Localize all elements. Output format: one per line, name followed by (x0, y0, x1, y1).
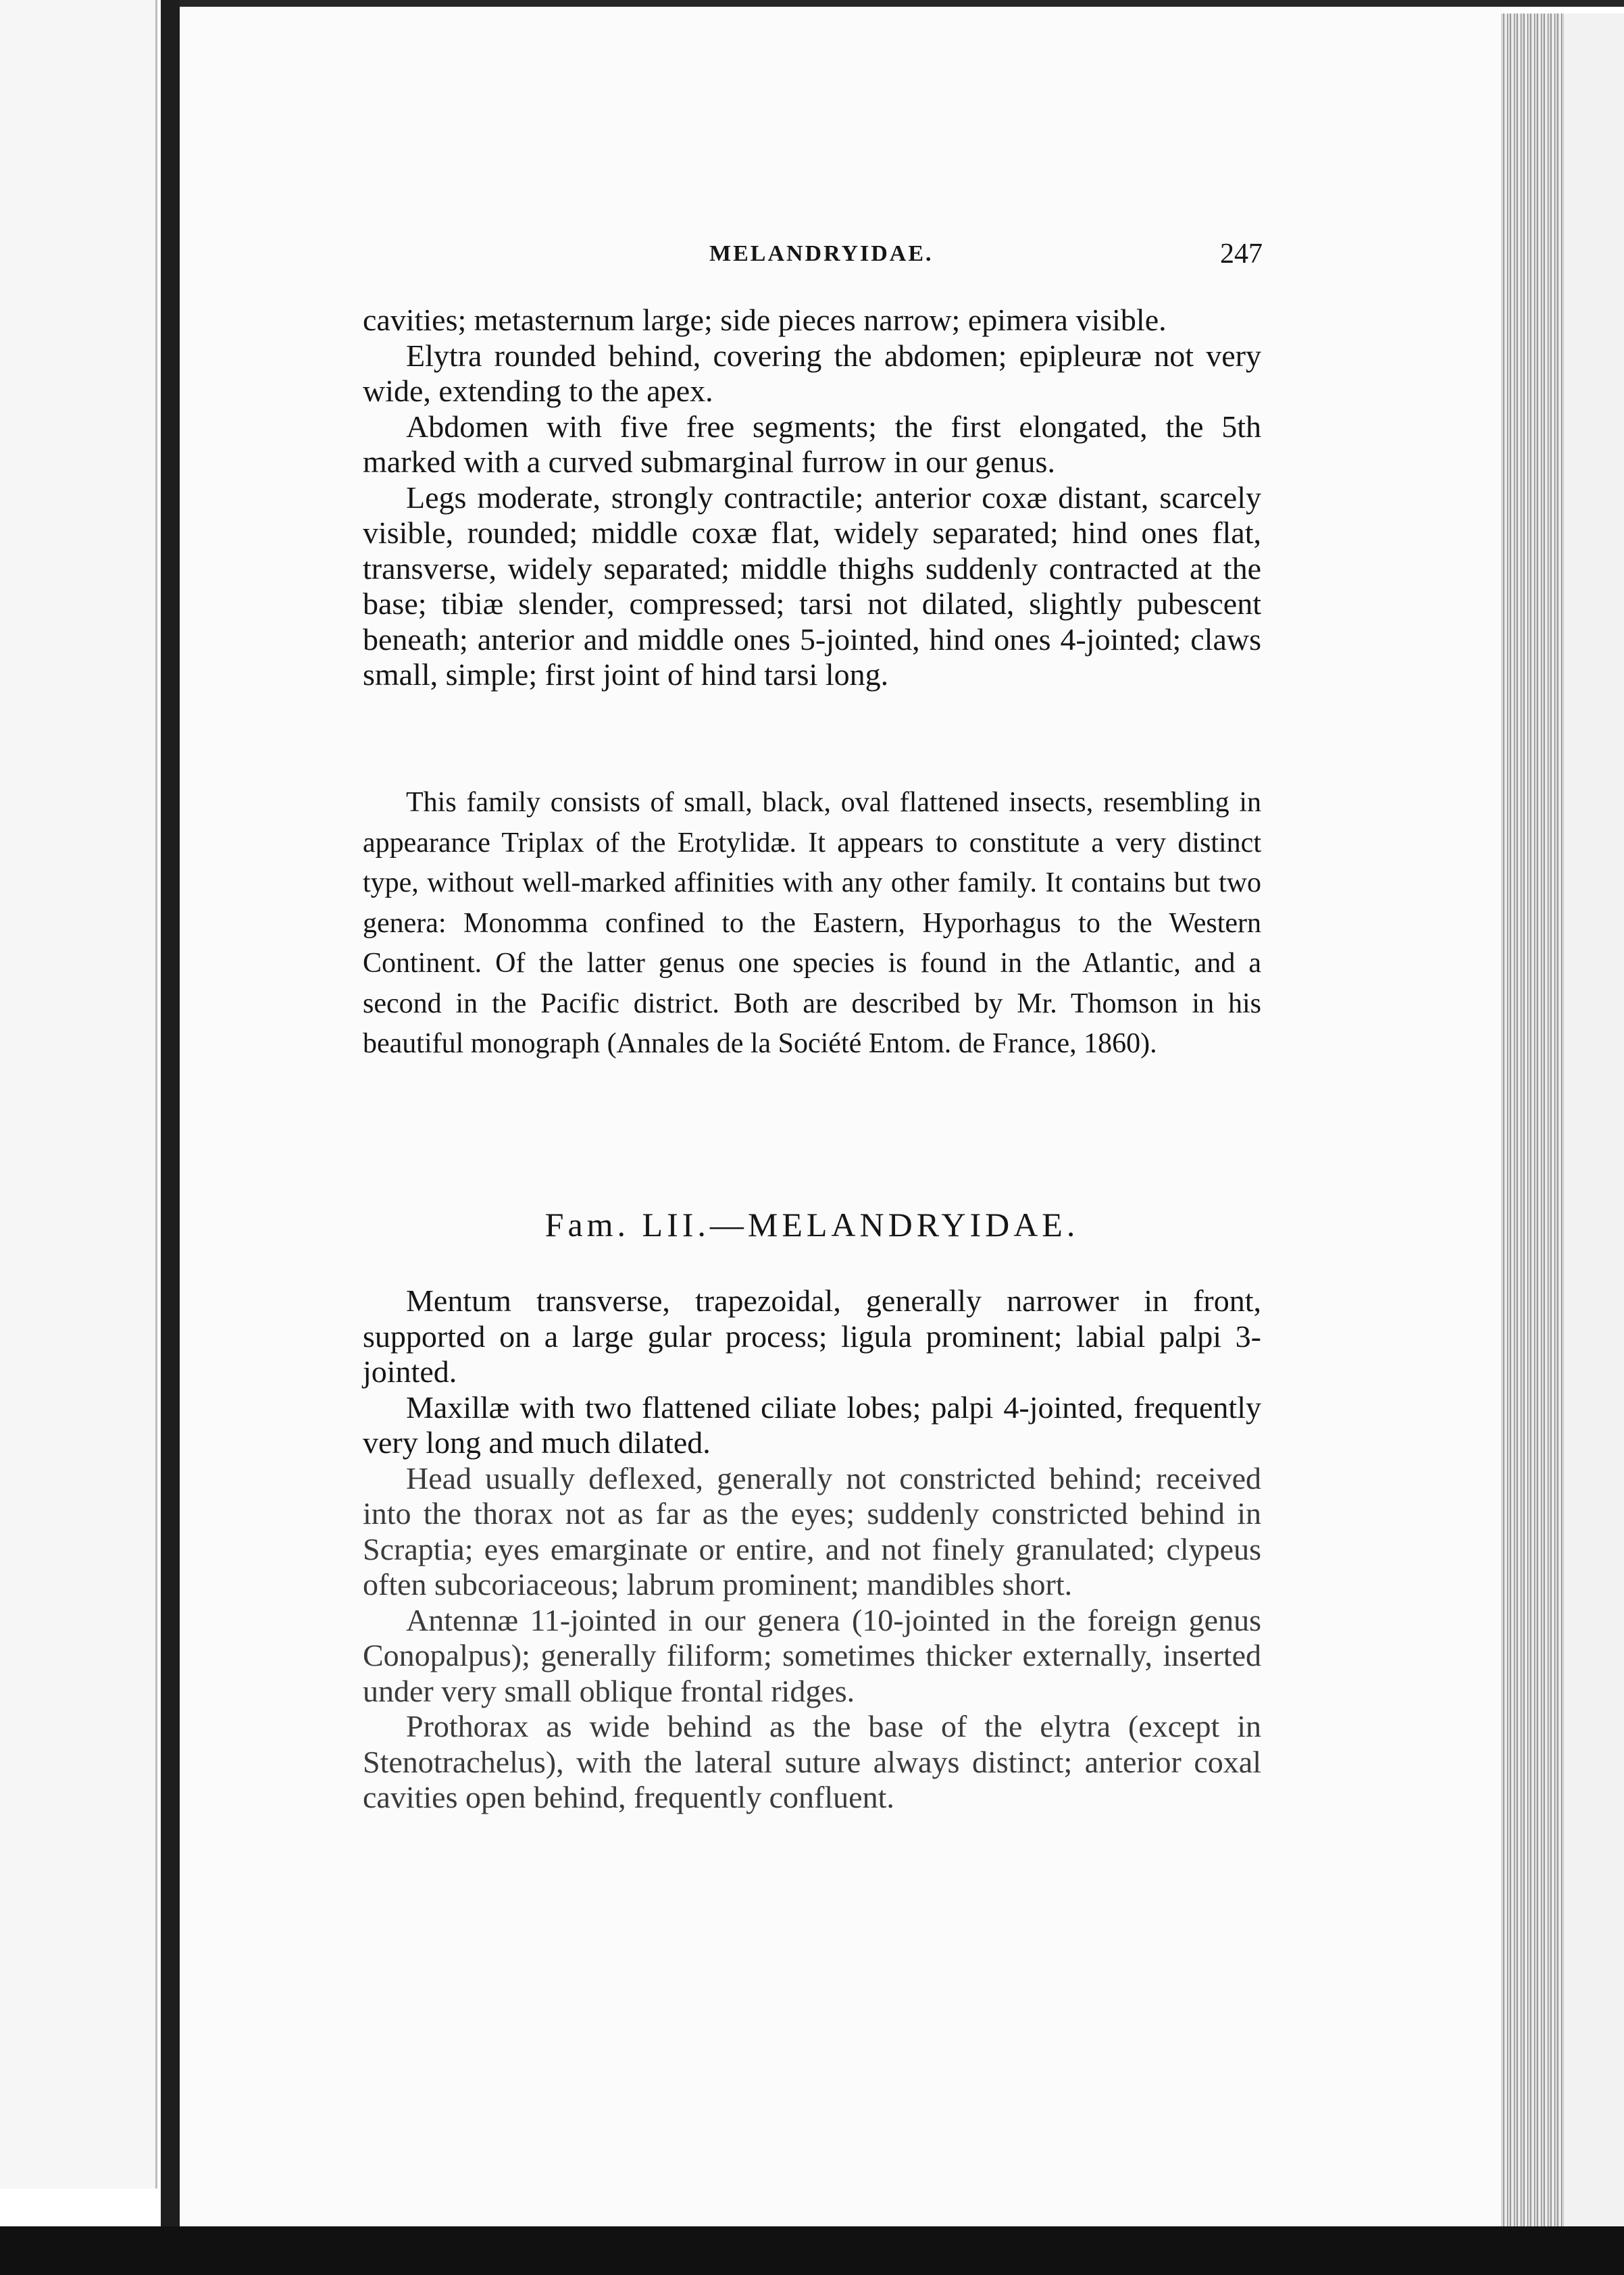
bottom-scan-band (0, 2226, 1624, 2275)
description-paragraph-mentum: Mentum transverse, trapezoidal, generally narrower in front, supported on a large gular process; ligula prominent; labial palpi 3-jointed. (363, 1283, 1261, 1389)
melandryidae-description (363, 1283, 1261, 1816)
description-paragraph-cavities: cavities; metasternum large; side pieces narrow; epimera visible. (363, 303, 1167, 337)
description-paragraph-legs: Legs moderate, strongly contractile; anterior coxæ distant, scarcely visible, rounded; middle coxæ flat, widely separated; hind ones flat, transverse, widely separated; middle thighs suddenly contracted at the base; tibiæ slender, compressed; tarsi not dilated, slightly pubescent beneath; anterior and middle ones 5-jointed, hind ones 4-jointed; claws small, simple; first joint of hind tarsi long. (363, 480, 1261, 692)
description-paragraph-prothorax: Prothorax as wide behind as the base of the elytra (except in Stenotrachelus), with the lateral suture always distinct; anterior coxal cavities open behind, frequently confluent. (363, 1709, 1261, 1814)
description-paragraph-head: Head usually deflexed, generally not constricted behind; received into the thorax not as far as the eyes; suddenly constricted behind in Scraptia; eyes emarginate or entire, and not finely granulated; clypeus often subcoriaceous; labrum prominent; mandibles short. (363, 1460, 1261, 1602)
left-book-leaf (0, 0, 157, 2189)
description-paragraph-antennae: Antennæ 11-jointed in our genera (10-jointed in the foreign genus Conopalpus); generally filiform; sometimes thicker externally, inserted under very small oblique frontal ridges. (363, 1602, 1261, 1708)
upper-description (363, 303, 1261, 693)
family-note-paragraph: This family consists of small, black, oval flattened insects, resembling in appearance Triplax of the Erotylidæ. It appears to constitute a very distinct type, without well-marked affinities with any other family. It contains but two genera: Monomma confined to the Eastern, Hyporhagus to the Western Continent. Of the latter genus one species is found in the Atlantic, and a second in the Pacific district. Both are described by Mr. Thomson in his beautiful monograph (Annales de la Société Entom. de France, 1860). (363, 787, 1261, 1059)
page-number: 247 (1220, 238, 1263, 270)
top-scan-edge (180, 0, 1624, 7)
section-heading: Fam. LII.—MELANDRYIDAE. (544, 1206, 1080, 1244)
description-paragraph-elytra: Elytra rounded behind, covering the abdomen; epipleuræ not very wide, extending to the apex. (363, 338, 1261, 408)
family-note (363, 783, 1261, 1065)
description-paragraph-abdomen: Abdomen with five free segments; the first elongated, the 5th marked with a curved submarginal furrow in our genus. (363, 409, 1261, 479)
description-paragraph-maxillae: Maxillæ with two flattened ciliate lobes; palpi 4-jointed, frequently very long and much dilated. (363, 1389, 1261, 1460)
page-stack-edges (1501, 14, 1562, 2226)
right-scan-margin (1562, 14, 1624, 2226)
book-gutter (161, 0, 180, 2249)
running-head: MELANDRYIDAE. (709, 241, 934, 266)
